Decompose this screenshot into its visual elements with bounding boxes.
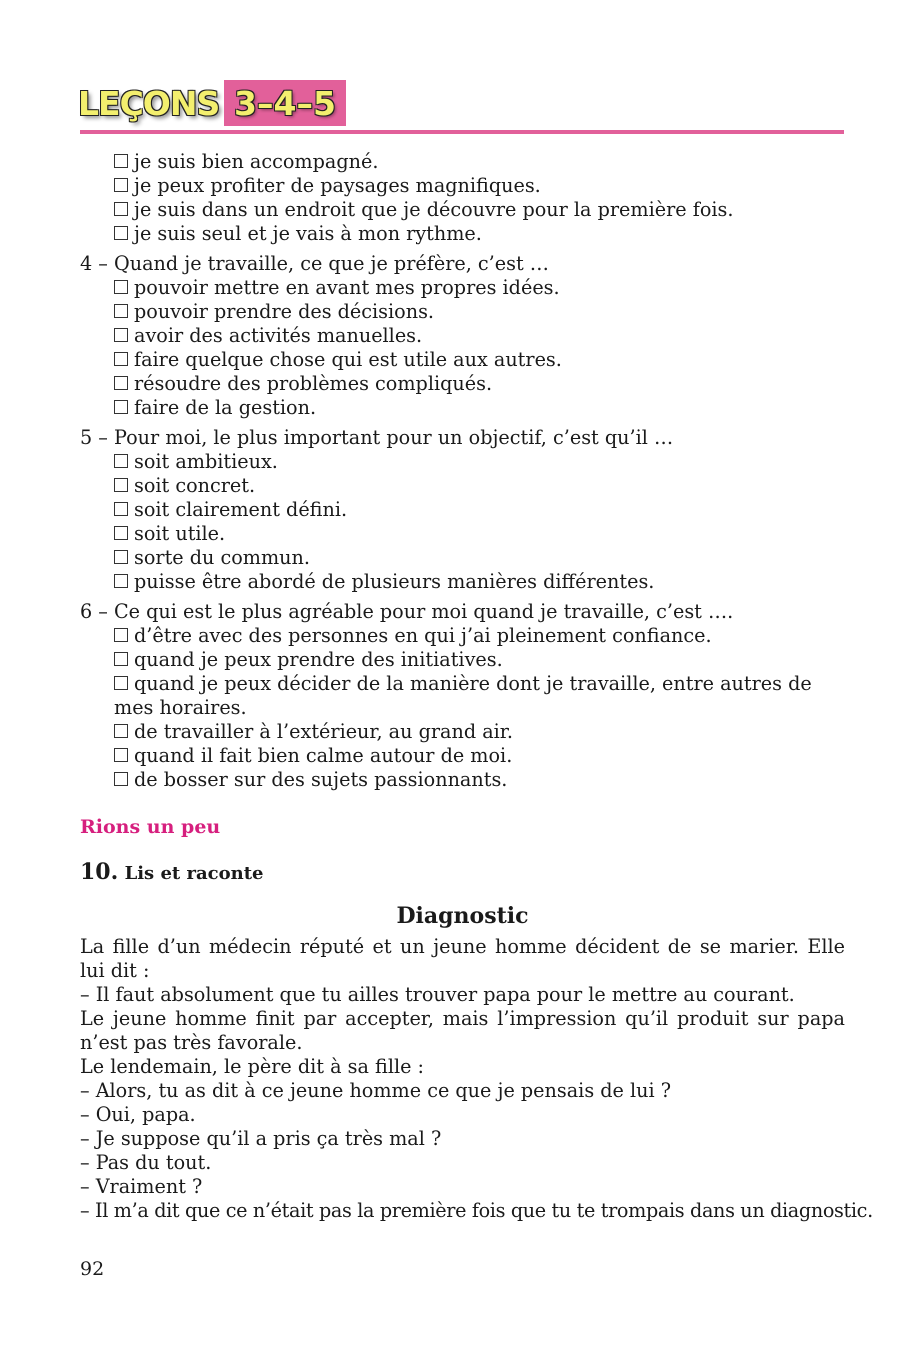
checkbox-icon[interactable] xyxy=(114,376,128,390)
list-item: de travailler à l’extérieur, au grand air. xyxy=(114,720,845,744)
story-line: Le lendemain, le père dit à sa fille : xyxy=(80,1055,425,1078)
list-item: quand je peux décider de la manière dont je travaille, entre autres de mes horaires. xyxy=(114,672,812,719)
page-content xyxy=(80,150,873,1223)
story-body xyxy=(80,935,873,1223)
checkbox-icon[interactable] xyxy=(114,202,128,216)
page-number: 92 xyxy=(80,1258,105,1280)
checkbox-icon[interactable] xyxy=(114,526,128,540)
question-3-options xyxy=(80,150,845,246)
story-line: – Alors, tu as dit à ce jeune homme ce que je pensais de lui ? xyxy=(80,1079,672,1102)
checkbox-icon[interactable] xyxy=(114,304,128,318)
story-line: – Je suppose qu’il a pris ça très mal ? xyxy=(80,1127,442,1150)
checkbox-icon[interactable] xyxy=(114,502,128,516)
list-item: soit utile. xyxy=(114,522,845,546)
list-item: je peux profiter de paysages magnifiques. xyxy=(114,174,845,198)
story-line: – Oui, papa. xyxy=(80,1103,196,1126)
list-item: je suis bien accompagné. xyxy=(114,150,845,174)
checkbox-icon[interactable] xyxy=(114,280,128,294)
checkbox-icon[interactable] xyxy=(114,478,128,492)
checkbox-icon[interactable] xyxy=(114,652,128,666)
list-item: puisse être abordé de plusieurs manières différentes. xyxy=(114,570,845,594)
list-item: faire de la gestion. xyxy=(114,396,845,420)
checkbox-icon[interactable] xyxy=(114,574,128,588)
lessons-label: LEÇONS xyxy=(78,84,220,123)
question-6-options xyxy=(80,624,845,792)
exercise-label: Lis et raconte xyxy=(124,863,264,884)
checkbox-icon[interactable] xyxy=(114,628,128,642)
list-item: quand il fait bien calme autour de moi. xyxy=(114,744,845,768)
story-title: Diagnostic xyxy=(396,903,529,929)
story-line: – Il faut absolument que tu ailles trouver papa pour le mettre au courant. xyxy=(80,983,795,1006)
lessons-number: 3–4–5 xyxy=(234,84,336,123)
list-item: soit concret. xyxy=(114,474,845,498)
list-item: résoudre des problèmes compliqués. xyxy=(114,372,845,396)
checkbox-icon[interactable] xyxy=(114,400,128,414)
checkbox-icon[interactable] xyxy=(114,772,128,786)
checkbox-icon[interactable] xyxy=(114,724,128,738)
section-title: Rions un peu xyxy=(80,816,221,838)
list-item: je suis dans un endroit que je découvre pour la première fois. xyxy=(114,198,845,222)
story-line: – Pas du tout. xyxy=(80,1151,212,1174)
question-5: 5 – Pour moi, le plus important pour un objectif, c’est qu’il … xyxy=(80,426,674,449)
checkbox-icon[interactable] xyxy=(114,154,128,168)
checkbox-icon[interactable] xyxy=(114,178,128,192)
exercise-number: 10. xyxy=(80,859,119,885)
list-item: pouvoir mettre en avant mes propres idées. xyxy=(114,276,845,300)
header-rule xyxy=(80,130,844,134)
list-item: faire quelque chose qui est utile aux autres. xyxy=(114,348,845,372)
list-item: soit ambitieux. xyxy=(114,450,845,474)
list-item: pouvoir prendre des décisions. xyxy=(114,300,845,324)
question-5-options xyxy=(80,450,845,594)
checkbox-icon[interactable] xyxy=(114,328,128,342)
checkbox-icon[interactable] xyxy=(114,550,128,564)
checkbox-icon[interactable] xyxy=(114,676,128,690)
checkbox-icon[interactable] xyxy=(114,454,128,468)
exercise-heading xyxy=(80,860,845,886)
checkbox-icon[interactable] xyxy=(114,352,128,366)
story-line: La fille d’un médecin réputé et un jeune homme décident de se marier. Elle lui dit : xyxy=(80,935,845,982)
list-item: quand je peux prendre des initiatives. xyxy=(114,648,845,672)
question-4-options xyxy=(80,276,845,420)
list-item: d’être avec des personnes en qui j’ai pleinement confiance. xyxy=(114,624,845,648)
lessons-number-badge xyxy=(224,80,346,126)
list-item: je suis seul et je vais à mon rythme. xyxy=(114,222,845,246)
story-line: – Vraiment ? xyxy=(80,1175,203,1198)
checkbox-icon[interactable] xyxy=(114,226,128,240)
checkbox-icon[interactable] xyxy=(114,748,128,762)
story-line: Le jeune homme finit par accepter, mais l’impression qu’il produit sur papa n’est pas très favorale. xyxy=(80,1007,845,1054)
list-item: de bosser sur des sujets passionnants. xyxy=(114,768,845,792)
list-item: soit clairement défini. xyxy=(114,498,845,522)
question-4: 4 – Quand je travaille, ce que je préfère, c’est … xyxy=(80,252,549,275)
question-6: 6 – Ce qui est le plus agréable pour moi quand je travaille, c’est …. xyxy=(80,600,734,623)
story-line: – Il m’a dit que ce n’était pas la première fois que tu te trompais dans un diagnostic. xyxy=(80,1199,873,1222)
list-item: avoir des activités manuelles. xyxy=(114,324,845,348)
list-item: sorte du commun. xyxy=(114,546,845,570)
